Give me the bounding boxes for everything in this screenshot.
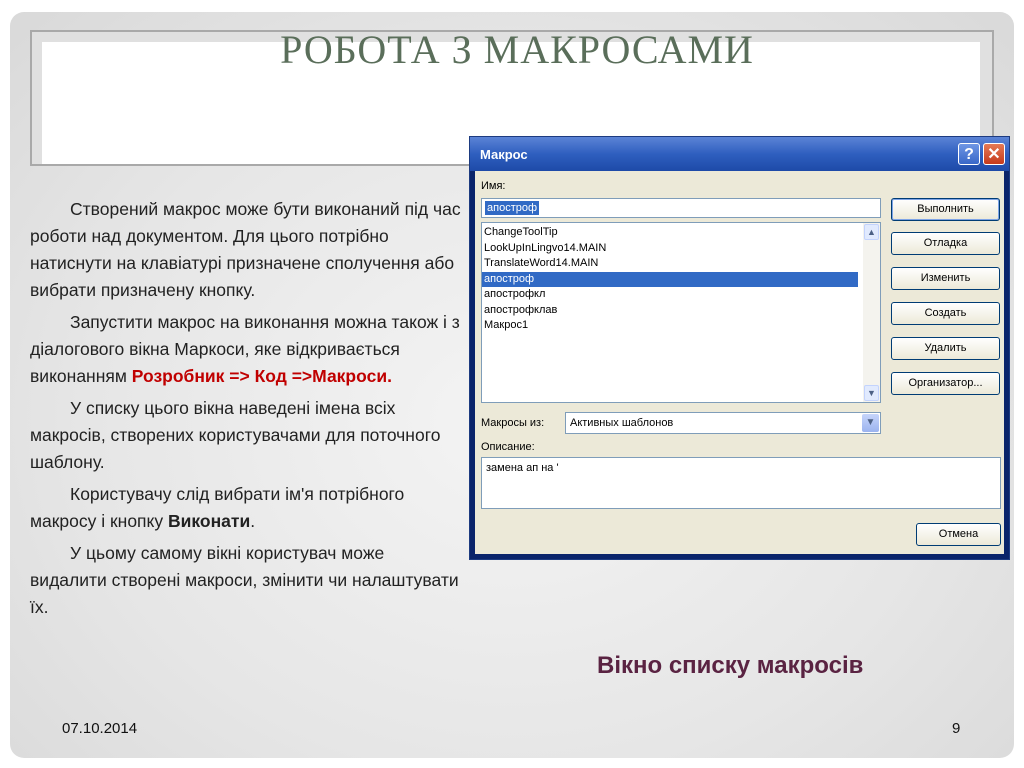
- slide-date: 07.10.2014: [62, 720, 138, 737]
- paragraph-2: [30, 309, 462, 390]
- cancel-button[interactable]: Отмена: [916, 523, 1001, 546]
- list-item[interactable]: апостроф: [482, 272, 858, 288]
- paragraph-2-text: Запустити макрос на виконання можна також і з діалогового вікна Маркоси, яке відкривається виконанням: [30, 312, 460, 386]
- description-field[interactable]: [481, 457, 1001, 509]
- dialog-body: [475, 171, 1004, 554]
- list-item[interactable]: LookUpInLingvo14.MAIN: [484, 241, 607, 254]
- listbox-scrollbar[interactable]: [863, 223, 880, 402]
- slide-body-text: [30, 196, 462, 626]
- menu-path-highlight: Розробник => Код =>Макроси.: [131, 366, 392, 386]
- macro-dialog: [469, 136, 1010, 560]
- list-item[interactable]: ChangeToolTip: [484, 226, 558, 238]
- paragraph-4: [30, 481, 462, 535]
- chevron-up-icon[interactable]: ▲: [864, 224, 879, 240]
- paragraph-4-text: Користувачу слід вибрати ім'я потрібного макросу і кнопку: [30, 484, 405, 531]
- macros-from-value: Активных шаблонов: [570, 417, 674, 429]
- run-button[interactable]: Выполнить: [891, 198, 1000, 221]
- paragraph-1: Створений макрос може бути виконаний під час роботи над документом. Для цього потрібно натиснути на клавіатурі призначене сполучення або вибрати призначену кнопку.: [30, 199, 461, 300]
- chevron-down-icon[interactable]: ▼: [862, 414, 879, 432]
- macros-from-label: Макросы из:: [481, 417, 545, 429]
- list-item[interactable]: апострофкл: [484, 288, 546, 300]
- macros-from-select[interactable]: [565, 412, 881, 434]
- help-button[interactable]: ?: [958, 143, 980, 165]
- list-item[interactable]: TranslateWord14.MAIN: [484, 257, 599, 269]
- figure-caption: Вікно списку макросів: [597, 652, 864, 679]
- delete-button[interactable]: Удалить: [891, 337, 1000, 360]
- macro-name-value: апостроф: [487, 202, 538, 214]
- macro-listbox[interactable]: [481, 222, 881, 403]
- macro-name-input[interactable]: [481, 198, 881, 218]
- paragraph-3: У списку цього вікна наведені імена всіх макросів, створених користувачами для поточного шаблону.: [30, 398, 441, 472]
- description-label: Описание:: [481, 441, 535, 453]
- slide-title: РОБОТА З МАКРОСАМИ: [280, 27, 754, 72]
- run-keyword: Виконати: [168, 511, 251, 531]
- edit-button[interactable]: Изменить: [891, 267, 1000, 290]
- chevron-down-icon[interactable]: ▼: [864, 385, 879, 401]
- list-item[interactable]: Макрос1: [484, 319, 529, 331]
- macro-list: [482, 225, 858, 334]
- debug-button[interactable]: Отладка: [891, 232, 1000, 255]
- paragraph-5: У цьому самому вікні користувач може видалити створені макроси, змінити чи налаштувати їх.: [30, 543, 459, 617]
- description-value: замена ап на ': [486, 462, 559, 474]
- list-item[interactable]: апострофклав: [484, 303, 558, 316]
- dialog-titlebar[interactable]: [470, 137, 1009, 171]
- create-button[interactable]: Создать: [891, 302, 1000, 325]
- paragraph-4-end: .: [250, 511, 256, 531]
- close-button[interactable]: ✕: [983, 143, 1005, 165]
- dialog-title: Макрос: [480, 147, 528, 162]
- slide-number: 9: [952, 720, 961, 737]
- name-label: Имя:: [481, 180, 506, 192]
- organizer-button[interactable]: Организатор...: [891, 372, 1000, 395]
